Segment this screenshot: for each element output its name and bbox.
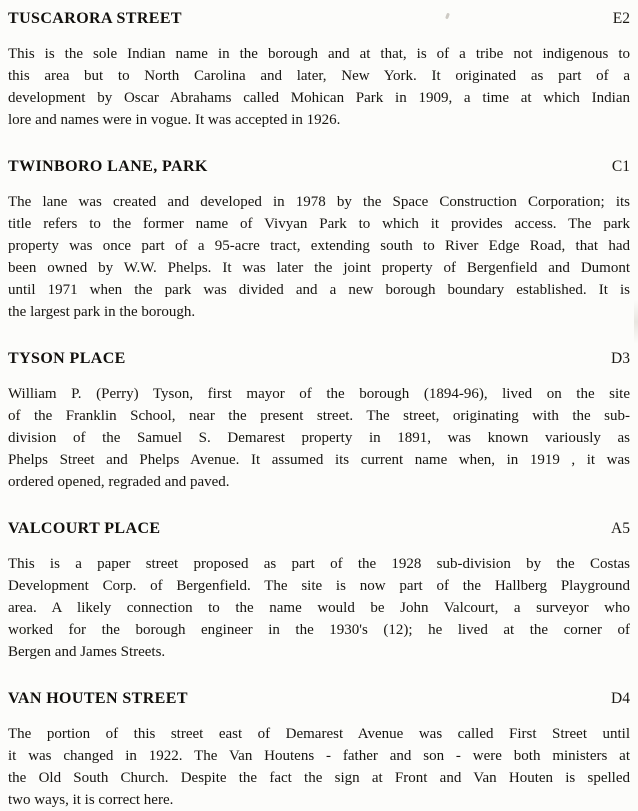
street-entry-valcourt <box>8 518 630 663</box>
text-line: Phelps Street and Phelps Avenue. It assumed its current name when, in 1919 , it was <box>8 452 630 468</box>
street-entry-tuscarora <box>8 8 630 131</box>
text-line: it was changed in 1922. The Van Houtens - father and son - were both ministers at <box>8 748 630 764</box>
map-grid-reference: D3 <box>611 350 630 367</box>
text-line: property was once part of a 95-acre tract, extending south to River Edge Road, that had <box>8 238 630 254</box>
text-line: area. A likely connection to the name would be John Valcourt, a surveyor who <box>8 600 630 616</box>
street-description <box>8 553 630 663</box>
map-grid-reference: A5 <box>611 520 630 537</box>
map-grid-reference: D4 <box>611 690 630 707</box>
street-name-heading: TYSON PLACE <box>8 350 126 367</box>
text-line: The portion of this street east of Demarest Avenue was called First Street until <box>8 726 630 742</box>
street-name-heading: VAN HOUTEN STREET <box>8 690 188 707</box>
text-line: Bergen and James Streets. <box>8 644 166 660</box>
entry-header <box>8 156 630 178</box>
entry-header <box>8 8 630 30</box>
street-description <box>8 191 630 323</box>
text-line: This is the sole Indian name in the borough and at that, is of a tribe not indigenous to <box>8 46 630 62</box>
entry-header <box>8 688 630 710</box>
text-line: this area but to North Carolina and later, New York. It originated as part of a <box>8 68 630 84</box>
text-line: William P. (Perry) Tyson, first mayor of the borough (1894-96), lived on the site <box>8 386 630 402</box>
text-line: the Old South Church. Despite the fact the sign at Front and Van Houten is spelled <box>8 770 630 786</box>
text-line: two ways, it is correct here. <box>8 792 174 808</box>
street-description <box>8 43 630 131</box>
map-grid-reference: C1 <box>611 158 630 175</box>
text-line: Development Corp. of Bergenfield. The site is now part of the Hallberg Playground <box>8 578 630 594</box>
street-entry-van-houten <box>8 688 630 811</box>
street-entry-tyson <box>8 348 630 493</box>
street-description <box>8 723 630 811</box>
street-description <box>8 383 630 493</box>
entry-header <box>8 518 630 540</box>
text-line: development by Oscar Abrahams called Mohican Park in 1909, a time at which Indian <box>8 90 630 106</box>
scan-edge-smudge-artifact <box>634 300 638 344</box>
text-line: This is a paper street proposed as part of the 1928 sub-division by the Costas <box>8 556 630 572</box>
text-line: the largest park in the borough. <box>8 304 196 320</box>
street-name-heading: TWINBORO LANE, PARK <box>8 158 208 175</box>
text-line: division of the Samuel S. Demarest property in 1891, was known variously as <box>8 430 630 446</box>
entry-header <box>8 348 630 370</box>
text-line: been owned by W.W. Phelps. It was later the joint property of Bergenfield and Dumont <box>8 260 630 276</box>
text-line: until 1971 when the park was divided and a new borough boundary established. It is <box>8 282 630 298</box>
street-name-heading: VALCOURT PLACE <box>8 520 161 537</box>
text-line: worked for the borough engineer in the 1930's (12); he lived at the corner of <box>8 622 630 638</box>
text-line: of the Franklin School, near the present street. The street, originating with the sub- <box>8 408 630 424</box>
text-line: ordered opened, regraded and paved. <box>8 474 230 490</box>
text-line: The lane was created and developed in 1978 by the Space Construction Corporation; its <box>8 194 630 210</box>
street-entry-twinboro <box>8 156 630 323</box>
text-line: lore and names were in vogue. It was accepted in 1926. <box>8 112 341 128</box>
map-grid-reference: E2 <box>612 10 630 27</box>
text-line: title refers to the former name of Vivyan Park to which it provides access. The park <box>8 216 630 232</box>
street-name-heading: TUSCARORA STREET <box>8 10 183 27</box>
